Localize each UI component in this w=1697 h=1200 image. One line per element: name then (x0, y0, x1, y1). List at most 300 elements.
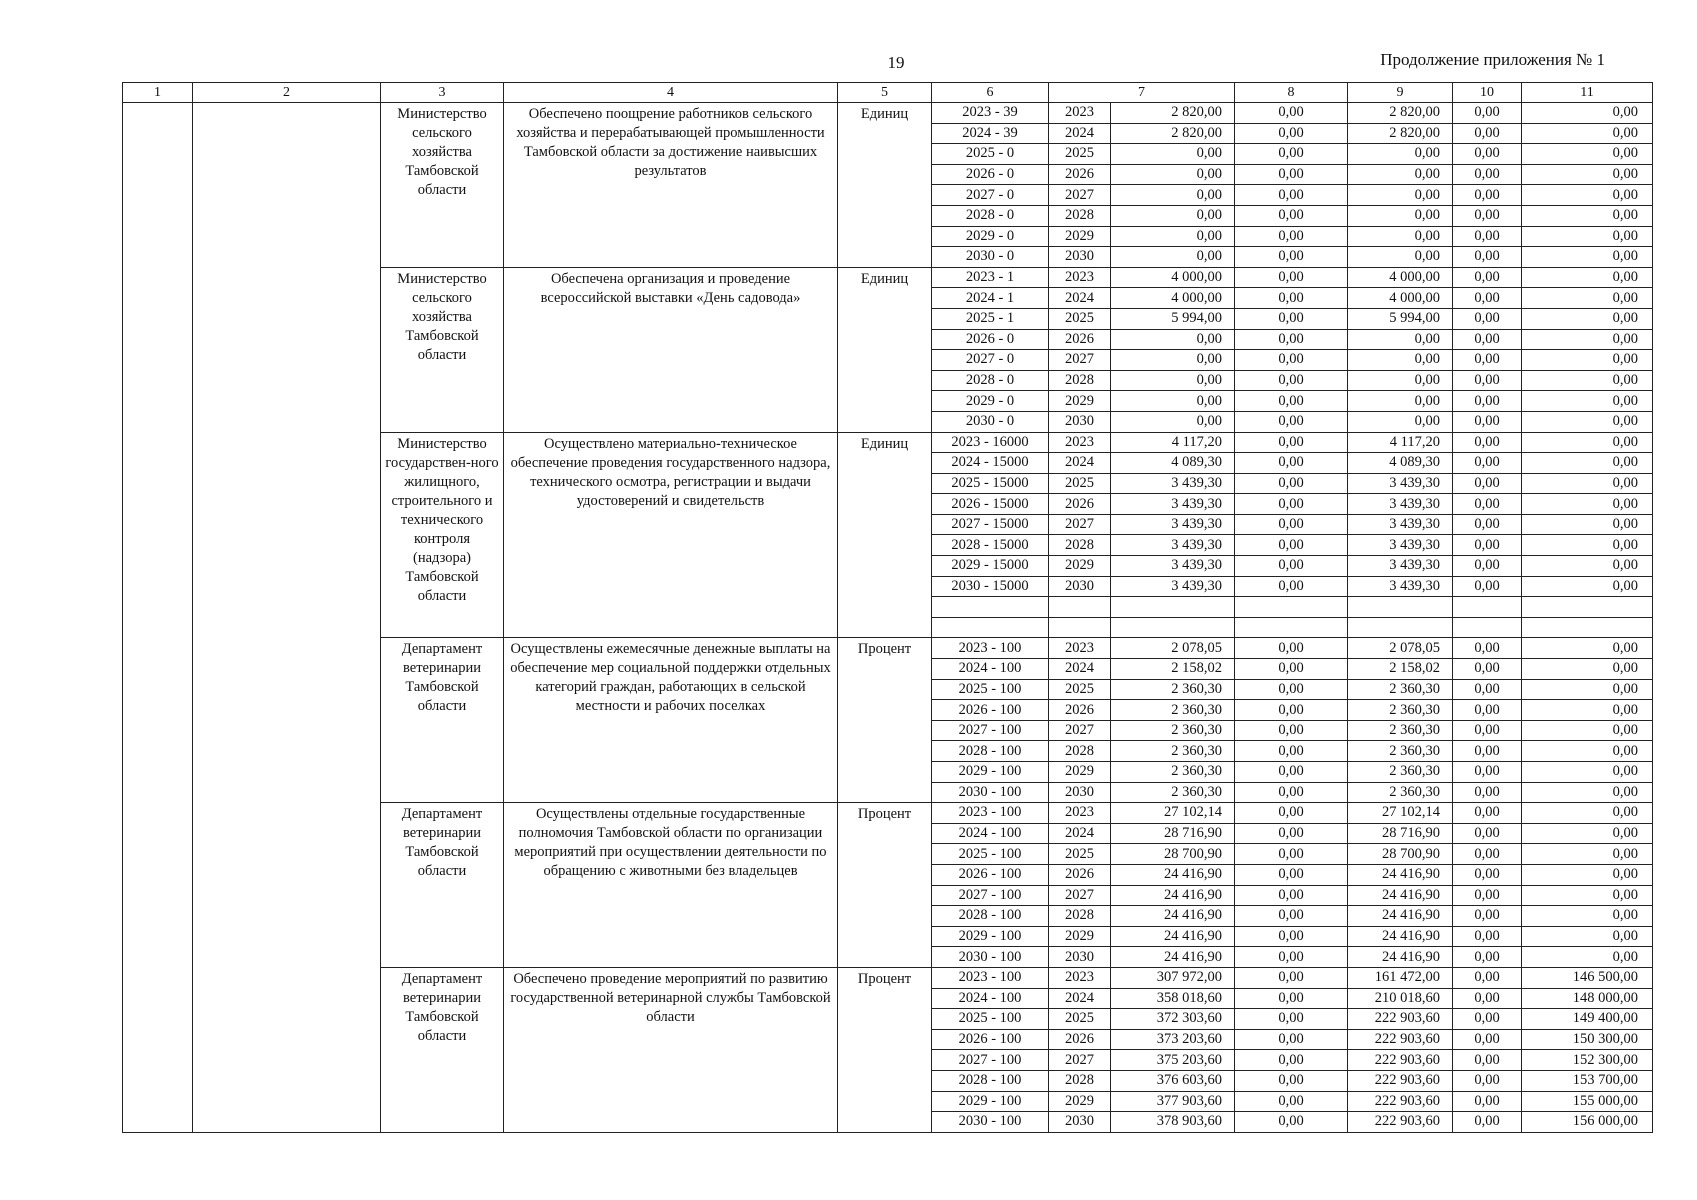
local-budget-cell: 0,00 (1453, 967, 1522, 988)
year-cell: 2030 (1049, 576, 1111, 597)
total-amount-cell: 24 416,90 (1111, 926, 1235, 947)
responsible-org-cell: Министерство сельского хозяйства Тамбовской области (381, 103, 504, 268)
total-amount-cell: 28 700,90 (1111, 844, 1235, 865)
year-cell: 2027 (1049, 720, 1111, 741)
local-budget-cell: 0,00 (1453, 144, 1522, 165)
federal-budget-cell: 0,00 (1235, 205, 1348, 226)
year-cell: 2026 (1049, 1029, 1111, 1050)
unit-cell: Единиц (838, 432, 932, 638)
empty-cell (1348, 597, 1453, 618)
regional-budget-cell: 4 117,20 (1348, 432, 1453, 453)
local-budget-cell: 0,00 (1453, 247, 1522, 268)
federal-budget-cell: 0,00 (1235, 535, 1348, 556)
target-value-cell: 2027 - 15000 (932, 514, 1049, 535)
local-budget-cell: 0,00 (1453, 205, 1522, 226)
federal-budget-cell: 0,00 (1235, 391, 1348, 412)
target-value-cell: 2024 - 100 (932, 988, 1049, 1009)
year-cell: 2025 (1049, 144, 1111, 165)
federal-budget-cell: 0,00 (1235, 844, 1348, 865)
total-amount-cell: 0,00 (1111, 370, 1235, 391)
target-value-cell: 2024 - 100 (932, 823, 1049, 844)
extra-budget-cell: 0,00 (1522, 453, 1653, 474)
col-header-3: 3 (381, 83, 504, 103)
result-description-cell: Обеспечено поощрение работников сельского хозяйства и перерабатывающей промышленности Тамбовской области за достижение наивысших результатов (504, 103, 838, 268)
year-cell: 2028 (1049, 205, 1111, 226)
extra-budget-cell: 0,00 (1522, 906, 1653, 927)
total-amount-cell: 2 360,30 (1111, 679, 1235, 700)
year-cell: 2023 (1049, 103, 1111, 124)
total-amount-cell: 4 000,00 (1111, 288, 1235, 309)
target-value-cell: 2028 - 15000 (932, 535, 1049, 556)
col-2-cell (193, 103, 381, 1133)
extra-budget-cell: 0,00 (1522, 350, 1653, 371)
total-amount-cell: 4 000,00 (1111, 267, 1235, 288)
year-cell: 2029 (1049, 226, 1111, 247)
regional-budget-cell: 0,00 (1348, 144, 1453, 165)
federal-budget-cell: 0,00 (1235, 782, 1348, 803)
col-header-4: 4 (504, 83, 838, 103)
total-amount-cell: 0,00 (1111, 411, 1235, 432)
target-value-cell: 2028 - 0 (932, 205, 1049, 226)
target-value-cell: 2025 - 1 (932, 308, 1049, 329)
local-budget-cell: 0,00 (1453, 267, 1522, 288)
regional-budget-cell: 24 416,90 (1348, 864, 1453, 885)
empty-cell (932, 617, 1049, 638)
empty-cell (1453, 597, 1522, 618)
federal-budget-cell: 0,00 (1235, 885, 1348, 906)
total-amount-cell: 4 117,20 (1111, 432, 1235, 453)
local-budget-cell: 0,00 (1453, 370, 1522, 391)
regional-budget-cell: 2 820,00 (1348, 103, 1453, 124)
local-budget-cell: 0,00 (1453, 782, 1522, 803)
local-budget-cell: 0,00 (1453, 535, 1522, 556)
extra-budget-cell: 0,00 (1522, 411, 1653, 432)
target-value-cell: 2028 - 100 (932, 741, 1049, 762)
target-value-cell: 2029 - 100 (932, 762, 1049, 783)
extra-budget-cell: 152 300,00 (1522, 1050, 1653, 1071)
year-cell: 2028 (1049, 1070, 1111, 1091)
regional-budget-cell: 0,00 (1348, 164, 1453, 185)
target-value-cell: 2030 - 100 (932, 782, 1049, 803)
year-cell: 2027 (1049, 885, 1111, 906)
federal-budget-cell: 0,00 (1235, 720, 1348, 741)
federal-budget-cell: 0,00 (1235, 967, 1348, 988)
target-value-cell: 2025 - 100 (932, 844, 1049, 865)
total-amount-cell: 0,00 (1111, 205, 1235, 226)
federal-budget-cell: 0,00 (1235, 432, 1348, 453)
target-value-cell: 2026 - 100 (932, 700, 1049, 721)
target-value-cell: 2028 - 100 (932, 1070, 1049, 1091)
total-amount-cell: 3 439,30 (1111, 514, 1235, 535)
regional-budget-cell: 0,00 (1348, 205, 1453, 226)
unit-cell: Единиц (838, 267, 932, 432)
target-value-cell: 2025 - 100 (932, 679, 1049, 700)
responsible-org-cell: Министерство сельского хозяйства Тамбовской области (381, 267, 504, 432)
extra-budget-cell: 0,00 (1522, 638, 1653, 659)
extra-budget-cell: 0,00 (1522, 576, 1653, 597)
local-budget-cell: 0,00 (1453, 185, 1522, 206)
col-header-11: 11 (1522, 83, 1653, 103)
year-cell: 2025 (1049, 1009, 1111, 1030)
federal-budget-cell: 0,00 (1235, 1091, 1348, 1112)
year-cell: 2030 (1049, 782, 1111, 803)
federal-budget-cell: 0,00 (1235, 514, 1348, 535)
col-header-10: 10 (1453, 83, 1522, 103)
year-cell: 2024 (1049, 453, 1111, 474)
regional-budget-cell: 4 000,00 (1348, 267, 1453, 288)
year-cell: 2028 (1049, 906, 1111, 927)
total-amount-cell: 307 972,00 (1111, 967, 1235, 988)
year-cell: 2030 (1049, 947, 1111, 968)
federal-budget-cell: 0,00 (1235, 288, 1348, 309)
total-amount-cell: 372 303,60 (1111, 1009, 1235, 1030)
total-amount-cell: 2 360,30 (1111, 720, 1235, 741)
regional-budget-cell: 222 903,60 (1348, 1029, 1453, 1050)
page-number: 19 (887, 53, 905, 72)
regional-budget-cell: 2 360,30 (1348, 762, 1453, 783)
regional-budget-cell: 0,00 (1348, 370, 1453, 391)
year-cell: 2026 (1049, 864, 1111, 885)
target-value-cell: 2026 - 0 (932, 164, 1049, 185)
regional-budget-cell: 2 360,30 (1348, 700, 1453, 721)
extra-budget-cell: 0,00 (1522, 226, 1653, 247)
target-value-cell: 2026 - 0 (932, 329, 1049, 350)
local-budget-cell: 0,00 (1453, 411, 1522, 432)
regional-budget-cell: 2 820,00 (1348, 123, 1453, 144)
regional-budget-cell: 0,00 (1348, 350, 1453, 371)
extra-budget-cell: 153 700,00 (1522, 1070, 1653, 1091)
local-budget-cell: 0,00 (1453, 803, 1522, 824)
target-value-cell: 2028 - 0 (932, 370, 1049, 391)
target-value-cell: 2023 - 100 (932, 638, 1049, 659)
federal-budget-cell: 0,00 (1235, 926, 1348, 947)
total-amount-cell: 2 820,00 (1111, 103, 1235, 124)
local-budget-cell: 0,00 (1453, 453, 1522, 474)
federal-budget-cell: 0,00 (1235, 762, 1348, 783)
year-cell: 2024 (1049, 288, 1111, 309)
target-value-cell: 2029 - 100 (932, 926, 1049, 947)
empty-cell (1522, 617, 1653, 638)
local-budget-cell: 0,00 (1453, 123, 1522, 144)
responsible-org-cell: Департамент ветеринарии Тамбовской области (381, 638, 504, 803)
federal-budget-cell: 0,00 (1235, 370, 1348, 391)
regional-budget-cell: 28 700,90 (1348, 844, 1453, 865)
local-budget-cell: 0,00 (1453, 638, 1522, 659)
total-amount-cell: 24 416,90 (1111, 906, 1235, 927)
federal-budget-cell: 0,00 (1235, 329, 1348, 350)
target-value-cell: 2023 - 39 (932, 103, 1049, 124)
total-amount-cell: 358 018,60 (1111, 988, 1235, 1009)
local-budget-cell: 0,00 (1453, 844, 1522, 865)
total-amount-cell: 3 439,30 (1111, 494, 1235, 515)
target-value-cell: 2026 - 100 (932, 1029, 1049, 1050)
target-value-cell: 2026 - 100 (932, 864, 1049, 885)
table-row (123, 103, 1653, 124)
federal-budget-cell: 0,00 (1235, 1009, 1348, 1030)
year-cell: 2023 (1049, 432, 1111, 453)
federal-budget-cell: 0,00 (1235, 576, 1348, 597)
year-cell: 2025 (1049, 679, 1111, 700)
regional-budget-cell: 161 472,00 (1348, 967, 1453, 988)
local-budget-cell: 0,00 (1453, 1070, 1522, 1091)
extra-budget-cell: 0,00 (1522, 370, 1653, 391)
year-cell: 2026 (1049, 494, 1111, 515)
regional-budget-cell: 2 360,30 (1348, 720, 1453, 741)
total-amount-cell: 2 820,00 (1111, 123, 1235, 144)
empty-cell (1348, 617, 1453, 638)
extra-budget-cell: 155 000,00 (1522, 1091, 1653, 1112)
target-value-cell: 2025 - 100 (932, 1009, 1049, 1030)
extra-budget-cell: 0,00 (1522, 391, 1653, 412)
federal-budget-cell: 0,00 (1235, 864, 1348, 885)
total-amount-cell: 3 439,30 (1111, 535, 1235, 556)
total-amount-cell: 0,00 (1111, 144, 1235, 165)
regional-budget-cell: 2 158,02 (1348, 659, 1453, 680)
extra-budget-cell: 0,00 (1522, 185, 1653, 206)
local-budget-cell: 0,00 (1453, 514, 1522, 535)
target-value-cell: 2024 - 39 (932, 123, 1049, 144)
regional-budget-cell: 4 000,00 (1348, 288, 1453, 309)
year-cell: 2028 (1049, 370, 1111, 391)
target-value-cell: 2023 - 100 (932, 803, 1049, 824)
target-value-cell: 2029 - 0 (932, 226, 1049, 247)
regional-budget-cell: 2 360,30 (1348, 741, 1453, 762)
extra-budget-cell: 156 000,00 (1522, 1112, 1653, 1133)
federal-budget-cell: 0,00 (1235, 1050, 1348, 1071)
col-header-6: 6 (932, 83, 1049, 103)
extra-budget-cell: 0,00 (1522, 803, 1653, 824)
local-budget-cell: 0,00 (1453, 103, 1522, 124)
federal-budget-cell: 0,00 (1235, 103, 1348, 124)
year-cell: 2024 (1049, 823, 1111, 844)
result-description-cell: Обеспечено проведение мероприятий по развитию государственной ветеринарной службы Тамбовской области (504, 967, 838, 1132)
local-budget-cell: 0,00 (1453, 226, 1522, 247)
extra-budget-cell: 0,00 (1522, 720, 1653, 741)
regional-budget-cell: 3 439,30 (1348, 494, 1453, 515)
total-amount-cell: 24 416,90 (1111, 947, 1235, 968)
responsible-org-cell: Министерство государствен-ного жилищного, строительного и технического контроля (надзора) Тамбовской области (381, 432, 504, 638)
empty-cell (1453, 617, 1522, 638)
local-budget-cell: 0,00 (1453, 391, 1522, 412)
appendix-header: Продолжение приложения № 1 (1380, 50, 1605, 69)
result-description-cell: Обеспечена организация и проведение всероссийской выставки «День садовода» (504, 267, 838, 432)
regional-budget-cell: 222 903,60 (1348, 1091, 1453, 1112)
local-budget-cell: 0,00 (1453, 988, 1522, 1009)
col-header-9: 9 (1348, 83, 1453, 103)
target-value-cell: 2024 - 100 (932, 659, 1049, 680)
regional-budget-cell: 0,00 (1348, 185, 1453, 206)
year-cell: 2029 (1049, 1091, 1111, 1112)
extra-budget-cell: 0,00 (1522, 535, 1653, 556)
target-value-cell: 2028 - 100 (932, 906, 1049, 927)
target-value-cell: 2030 - 15000 (932, 576, 1049, 597)
federal-budget-cell: 0,00 (1235, 638, 1348, 659)
unit-cell: Единиц (838, 103, 932, 268)
extra-budget-cell: 0,00 (1522, 823, 1653, 844)
federal-budget-cell: 0,00 (1235, 411, 1348, 432)
extra-budget-cell: 0,00 (1522, 103, 1653, 124)
federal-budget-cell: 0,00 (1235, 988, 1348, 1009)
year-cell: 2023 (1049, 267, 1111, 288)
federal-budget-cell: 0,00 (1235, 659, 1348, 680)
year-cell: 2024 (1049, 659, 1111, 680)
total-amount-cell: 0,00 (1111, 185, 1235, 206)
local-budget-cell: 0,00 (1453, 1091, 1522, 1112)
target-value-cell: 2023 - 100 (932, 967, 1049, 988)
federal-budget-cell: 0,00 (1235, 226, 1348, 247)
extra-budget-cell: 146 500,00 (1522, 967, 1653, 988)
regional-budget-cell: 0,00 (1348, 411, 1453, 432)
total-amount-cell: 24 416,90 (1111, 885, 1235, 906)
extra-budget-cell: 0,00 (1522, 782, 1653, 803)
year-cell: 2023 (1049, 967, 1111, 988)
extra-budget-cell: 0,00 (1522, 659, 1653, 680)
target-value-cell: 2030 - 100 (932, 1112, 1049, 1133)
federal-budget-cell: 0,00 (1235, 741, 1348, 762)
federal-budget-cell: 0,00 (1235, 308, 1348, 329)
extra-budget-cell: 0,00 (1522, 926, 1653, 947)
extra-budget-cell: 150 300,00 (1522, 1029, 1653, 1050)
total-amount-cell: 3 439,30 (1111, 576, 1235, 597)
federal-budget-cell: 0,00 (1235, 556, 1348, 577)
local-budget-cell: 0,00 (1453, 926, 1522, 947)
regional-budget-cell: 210 018,60 (1348, 988, 1453, 1009)
local-budget-cell: 0,00 (1453, 906, 1522, 927)
year-cell: 2023 (1049, 638, 1111, 659)
empty-cell (1049, 597, 1111, 618)
extra-budget-cell: 0,00 (1522, 679, 1653, 700)
federal-budget-cell: 0,00 (1235, 453, 1348, 474)
local-budget-cell: 0,00 (1453, 659, 1522, 680)
year-cell: 2027 (1049, 1050, 1111, 1071)
regional-budget-cell: 222 903,60 (1348, 1050, 1453, 1071)
extra-budget-cell: 0,00 (1522, 123, 1653, 144)
year-cell: 2025 (1049, 844, 1111, 865)
target-value-cell: 2030 - 0 (932, 247, 1049, 268)
regional-budget-cell: 222 903,60 (1348, 1112, 1453, 1133)
local-budget-cell: 0,00 (1453, 432, 1522, 453)
col-header-1: 1 (123, 83, 193, 103)
result-description-cell: Осуществлено материально-техническое обеспечение проведения государственного надзора, технического осмотра, регистрации и выдачи удостоверений и свидетельств (504, 432, 838, 638)
extra-budget-cell: 0,00 (1522, 164, 1653, 185)
target-value-cell: 2024 - 1 (932, 288, 1049, 309)
total-amount-cell: 2 158,02 (1111, 659, 1235, 680)
local-budget-cell: 0,00 (1453, 288, 1522, 309)
total-amount-cell: 377 903,60 (1111, 1091, 1235, 1112)
federal-budget-cell: 0,00 (1235, 185, 1348, 206)
target-value-cell: 2027 - 100 (932, 1050, 1049, 1071)
federal-budget-cell: 0,00 (1235, 144, 1348, 165)
regional-budget-cell: 0,00 (1348, 329, 1453, 350)
local-budget-cell: 0,00 (1453, 329, 1522, 350)
unit-cell: Процент (838, 803, 932, 968)
year-cell: 2030 (1049, 247, 1111, 268)
local-budget-cell: 0,00 (1453, 576, 1522, 597)
year-cell: 2024 (1049, 988, 1111, 1009)
target-value-cell: 2030 - 100 (932, 947, 1049, 968)
total-amount-cell: 28 716,90 (1111, 823, 1235, 844)
regional-budget-cell: 2 360,30 (1348, 782, 1453, 803)
year-cell: 2029 (1049, 762, 1111, 783)
extra-budget-cell: 0,00 (1522, 247, 1653, 268)
total-amount-cell: 373 203,60 (1111, 1029, 1235, 1050)
year-cell: 2024 (1049, 123, 1111, 144)
empty-cell (1049, 617, 1111, 638)
extra-budget-cell: 0,00 (1522, 864, 1653, 885)
result-description-cell: Осуществлены ежемесячные денежные выплаты на обеспечение мер социальной поддержки отдельных категорий граждан, работающих в сельской местности и рабочих поселках (504, 638, 838, 803)
empty-cell (1522, 597, 1653, 618)
extra-budget-cell: 0,00 (1522, 329, 1653, 350)
total-amount-cell: 0,00 (1111, 226, 1235, 247)
extra-budget-cell: 0,00 (1522, 844, 1653, 865)
year-cell: 2025 (1049, 308, 1111, 329)
local-budget-cell: 0,00 (1453, 350, 1522, 371)
regional-budget-cell: 24 416,90 (1348, 947, 1453, 968)
target-value-cell: 2030 - 0 (932, 411, 1049, 432)
regional-budget-cell: 24 416,90 (1348, 885, 1453, 906)
local-budget-cell: 0,00 (1453, 1009, 1522, 1030)
local-budget-cell: 0,00 (1453, 741, 1522, 762)
col-header-5: 5 (838, 83, 932, 103)
year-cell: 2029 (1049, 391, 1111, 412)
responsible-org-cell: Департамент ветеринарии Тамбовской области (381, 967, 504, 1132)
empty-cell (1235, 617, 1348, 638)
total-amount-cell: 0,00 (1111, 329, 1235, 350)
empty-cell (1111, 597, 1235, 618)
extra-budget-cell: 149 400,00 (1522, 1009, 1653, 1030)
col-header-2: 2 (193, 83, 381, 103)
year-cell: 2027 (1049, 350, 1111, 371)
local-budget-cell: 0,00 (1453, 494, 1522, 515)
target-value-cell: 2027 - 0 (932, 350, 1049, 371)
target-value-cell: 2027 - 0 (932, 185, 1049, 206)
federal-budget-cell: 0,00 (1235, 267, 1348, 288)
total-amount-cell: 2 360,30 (1111, 700, 1235, 721)
regional-budget-cell: 0,00 (1348, 391, 1453, 412)
local-budget-cell: 0,00 (1453, 308, 1522, 329)
col-header-8: 8 (1235, 83, 1348, 103)
year-cell: 2023 (1049, 803, 1111, 824)
extra-budget-cell: 0,00 (1522, 267, 1653, 288)
local-budget-cell: 0,00 (1453, 473, 1522, 494)
total-amount-cell: 2 078,05 (1111, 638, 1235, 659)
regional-budget-cell: 0,00 (1348, 247, 1453, 268)
regional-budget-cell: 3 439,30 (1348, 556, 1453, 577)
federal-budget-cell: 0,00 (1235, 164, 1348, 185)
target-value-cell: 2025 - 15000 (932, 473, 1049, 494)
local-budget-cell: 0,00 (1453, 947, 1522, 968)
federal-budget-cell: 0,00 (1235, 906, 1348, 927)
target-value-cell: 2023 - 1 (932, 267, 1049, 288)
total-amount-cell: 0,00 (1111, 391, 1235, 412)
year-cell: 2027 (1049, 185, 1111, 206)
total-amount-cell: 2 360,30 (1111, 741, 1235, 762)
regional-budget-cell: 222 903,60 (1348, 1070, 1453, 1091)
federal-budget-cell: 0,00 (1235, 473, 1348, 494)
regional-budget-cell: 2 078,05 (1348, 638, 1453, 659)
target-value-cell: 2023 - 16000 (932, 432, 1049, 453)
local-budget-cell: 0,00 (1453, 885, 1522, 906)
extra-budget-cell: 0,00 (1522, 556, 1653, 577)
extra-budget-cell: 0,00 (1522, 885, 1653, 906)
total-amount-cell: 3 439,30 (1111, 556, 1235, 577)
year-cell: 2028 (1049, 741, 1111, 762)
unit-cell: Процент (838, 638, 932, 803)
year-cell: 2026 (1049, 700, 1111, 721)
local-budget-cell: 0,00 (1453, 679, 1522, 700)
target-value-cell: 2027 - 100 (932, 720, 1049, 741)
local-budget-cell: 0,00 (1453, 720, 1522, 741)
